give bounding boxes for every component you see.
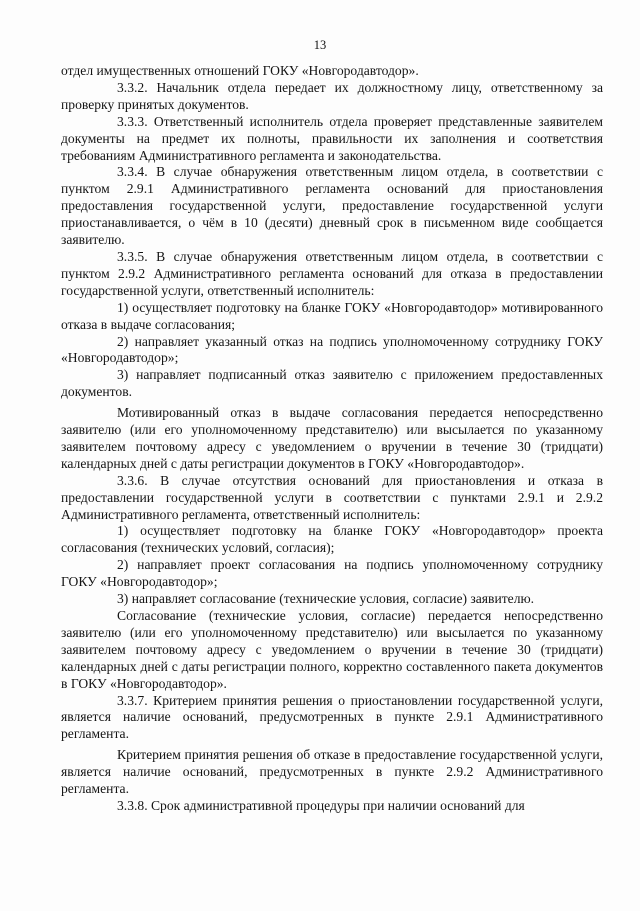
paragraph: 3.3.3. Ответственный исполнитель отдела проверяет представленные заявителем документы на предмет их полноты, правильности их заполнения и соответствия требованиям Административного регламента и законодательства. — [61, 113, 603, 163]
paragraph: Мотивированный отказ в выдаче согласования передается непосредственно заявителю (или его уполномоченному представителю) или высылается по указанному заявителем почтовому адресу с уведомлением о вручении в течение 30 (тридцати) календарных дней с даты регистрации документов в ГОКУ «Новгородавтодор». — [61, 405, 603, 471]
paragraph: Согласование (технические условия, согласие) передается непосредственно заявителю (или его уполномоченному представителю) или высылается по указанному заявителем почтовому адресу с уведомлением о вручении в течение 30 (тридцати) календарных дней с даты регистрации полного, корректно составленного пакета документов в ГОКУ «Новгородавтодор». — [61, 608, 603, 691]
paragraph: 3) направляет согласование (технические условия, согласие) заявителю. — [117, 591, 535, 607]
paragraph: 1) осуществляет подготовку на бланке ГОКУ «Новгородавтодор» мотивированного отказа в выдаче согласования; — [61, 299, 603, 332]
paragraph: Критерием принятия решения об отказе в предоставление государственной услуги, является наличие оснований, предусмотренных в пункте 2.9.2 Административного регламента. — [61, 747, 603, 797]
paragraph: 3.3.4. В случае обнаружения ответственным лицом отдела, в соответствии с пунктом 2.9.1 Административного регламента оснований для приостановления предоставления государственной услуги, предоставление государственной услуги приостанавливается, о чём в 10 (десяти) дневный срок в письменном виде сообщается заявителю. — [61, 164, 603, 248]
document-body — [61, 63, 603, 815]
paragraph: 3.3.8. Срок административной процедуры при наличии оснований для — [117, 797, 525, 813]
paragraph: отдел имущественных отношений ГОКУ «Новгородавтодор». — [61, 63, 419, 78]
paragraph: 3.3.2. Начальник отдела передает их должностному лицу, ответственному за проверку принятых документов. — [61, 79, 603, 112]
paragraph: 1) осуществляет подготовку на бланке ГОКУ «Новгородавтодор» проекта согласования (технических условий, согласия); — [61, 523, 603, 556]
page-number: 13 — [313, 38, 327, 52]
paragraph: 2) направляет проект согласования на подпись уполномоченному сотруднику ГОКУ «Новгородавтодор»; — [61, 557, 603, 590]
paragraph: 3) направляет подписанный отказ заявителю с приложением предоставленных документов. — [61, 367, 603, 400]
paragraph: 3.3.6. В случае отсутствия оснований для приостановления и отказа в предоставлении государственной услуги в соответствии с пунктами 2.9.1 и 2.9.2 Административного регламента, ответственный исполнитель: — [61, 472, 603, 522]
paragraph: 3.3.5. В случае обнаружения ответственным лицом отдела, в соответствии с пунктом 2.9.2 Административного регламента оснований для отказа в предоставлении государственной услуги, ответственный исполнитель: — [61, 248, 603, 298]
paragraph: 2) направляет указанный отказ на подпись уполномоченному сотруднику ГОКУ «Новгородавтодор»; — [61, 333, 603, 366]
paragraph: 3.3.7. Критерием принятия решения о приостановлении государственной услуги, является наличие оснований, предусмотренных в пункте 2.9.1 Административного регламента. — [61, 692, 603, 742]
